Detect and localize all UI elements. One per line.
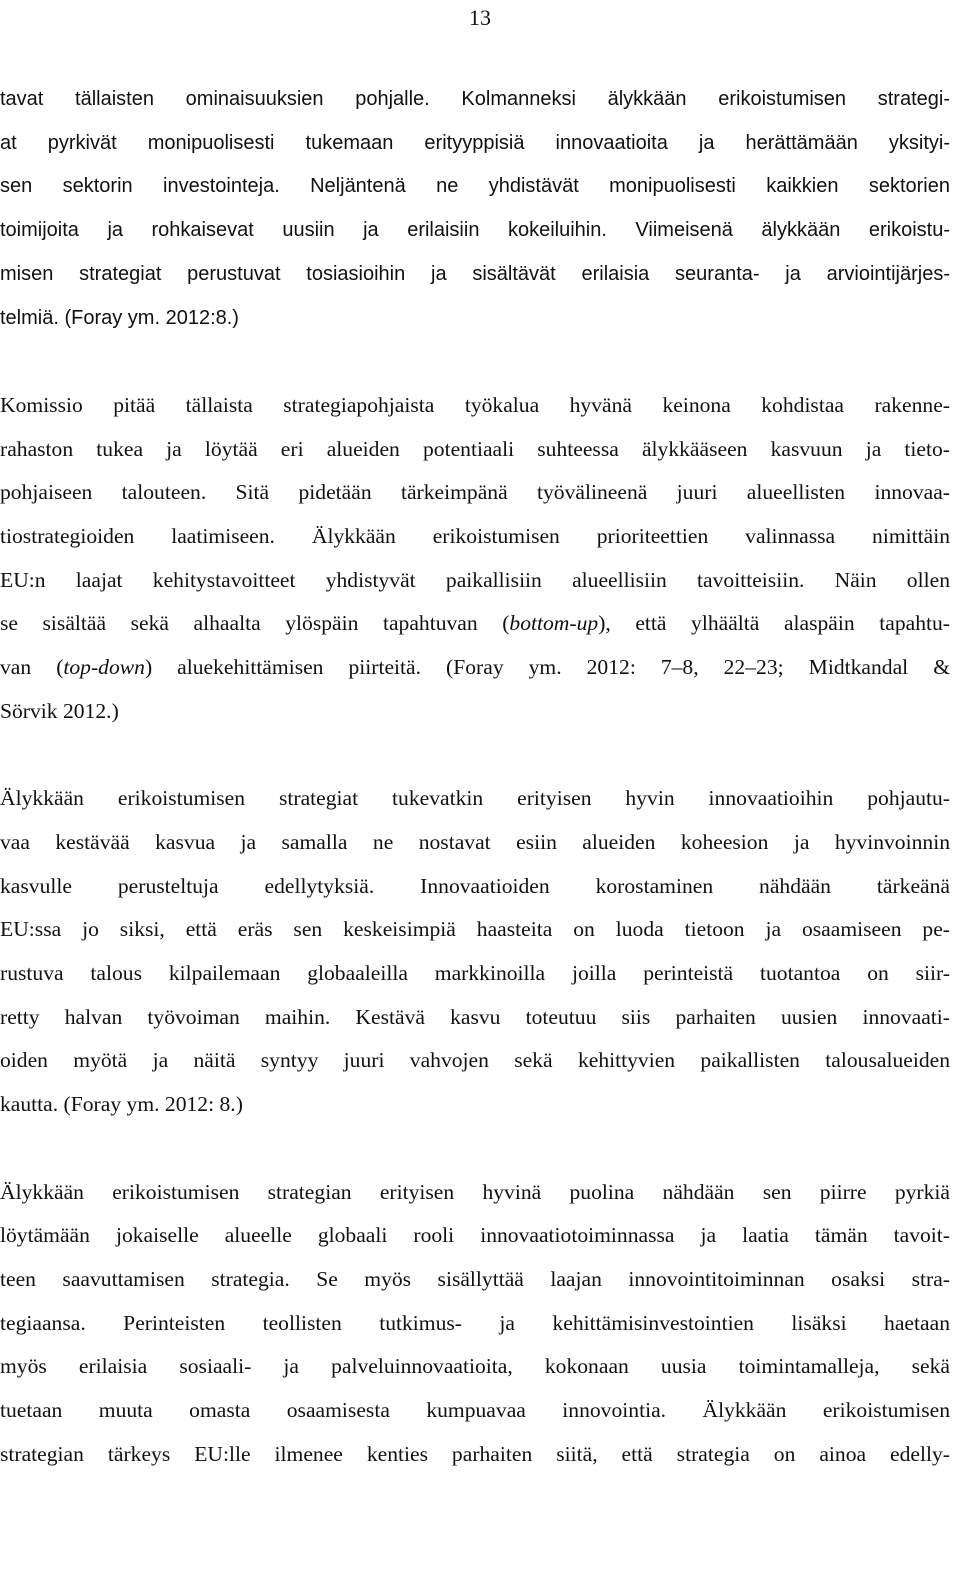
text-line: pohjaiseen talouteen. Sitä pidetään tärkeimpänä työvälineenä juuri alueellisten innovaa- bbox=[0, 480, 950, 505]
text-line: sen sektorin investointeja. Neljäntenä ne yhdistävät monipuolisesti kaikkien sektorien bbox=[0, 175, 950, 198]
text-line: retty halvan työvoiman maihin. Kestävä kasvu toteutuu siis parhaiten uusien innovaati- bbox=[0, 1004, 950, 1029]
emphasis-term: top-down bbox=[63, 655, 145, 680]
paragraph-gap bbox=[0, 734, 950, 778]
text-segment: se sisältää sekä alhaalta ylöspäin tapahtuvan ( bbox=[0, 611, 510, 636]
paragraph-gap bbox=[0, 340, 950, 384]
text-line: kasvulle perusteltuja edellytyksiä. Innovaatioiden korostaminen nähdään tärkeänä bbox=[0, 873, 950, 898]
text-line: at pyrkivät monipuolisesti tukemaan erityyppisiä innovaatioita ja herättämään yksityi- bbox=[0, 131, 950, 154]
paragraph-gap bbox=[0, 1127, 950, 1171]
text-line: tuetaan muuta omasta osaamisesta kumpuavaa innovointia. Älykkään erikoistumisen bbox=[0, 1398, 950, 1423]
text-line: myös erilaisia sosiaali- ja palveluinnovaatioita, kokonaan uusia toimintamalleja, sekä bbox=[0, 1354, 950, 1379]
text-line: kautta. (Foray ym. 2012: 8.) bbox=[0, 1092, 243, 1117]
paragraph-2 bbox=[0, 384, 950, 734]
text-line: Älykkään erikoistumisen strategian erityisen hyvinä puolina nähdään sen piirre pyrkiä bbox=[0, 1179, 950, 1204]
text-line: Älykkään erikoistumisen strategiat tukevatkin erityisen hyvin innovaatioihin pohjautu- bbox=[0, 786, 950, 811]
text-line: tiostrategioiden laatimiseen. Älykkään erikoistumisen prioriteettien valinnassa nimittäin bbox=[0, 524, 950, 549]
document-body bbox=[0, 78, 950, 1476]
text-line: rustuva talous kilpailemaan globaaleilla markkinoilla joilla perinteistä tuotantoa on siir- bbox=[0, 961, 950, 986]
text-line: rahaston tukea ja löytää eri alueiden potentiaali suhteessa älykkääseen kasvuun ja tieto- bbox=[0, 436, 950, 461]
text-line: löytämään jokaiselle alueelle globaali rooli innovaatiotoiminnassa ja laatia tämän tavoit- bbox=[0, 1223, 950, 1248]
text-line: tegiaansa. Perinteisten teollisten tutkimus- ja kehittämisinvestointien lisäksi haetaan bbox=[0, 1310, 950, 1335]
text-line: strategian tärkeys EU:lle ilmenee kenties parhaiten siitä, että strategia on ainoa edelly- bbox=[0, 1441, 950, 1466]
text-segment: van ( bbox=[0, 655, 64, 680]
text-line: Komissio pitää tällaista strategiapohjaista työkalua hyvänä keinona kohdistaa rakenne- bbox=[0, 392, 950, 417]
text-line: toimijoita ja rohkaisevat uusiin ja erilaisiin kokeiluihin. Viimeisenä älykkään erikoistu- bbox=[0, 219, 950, 242]
text-line: EU:ssa jo siksi, että eräs sen keskeisimpiä haasteita on luoda tietoon ja osaamiseen pe- bbox=[0, 917, 950, 942]
text-line: oiden myötä ja näitä syntyy juuri vahvojen sekä kehittyvien paikallisten talousalueiden bbox=[0, 1048, 950, 1073]
text-line: teen saavuttamisen strategia. Se myös sisällyttää laajan innovointitoiminnan osaksi stra- bbox=[0, 1266, 950, 1291]
paragraph-4 bbox=[0, 1171, 950, 1477]
text-segment: ) aluekehittämisen piirteitä. (Foray ym. 2012: 7–8, 22–23; Midtkandal & bbox=[144, 655, 950, 680]
text-line: Sörvik 2012.) bbox=[0, 698, 119, 723]
page-number: 13 bbox=[469, 5, 491, 30]
text-segment: ), että ylhäältä alaspäin tapahtu- bbox=[598, 611, 950, 636]
paragraph-3 bbox=[0, 777, 950, 1127]
text-line-with-emphasis bbox=[0, 602, 950, 646]
text-line: EU:n laajat kehitystavoitteet yhdistyvät paikallisiin alueellisiin tavoitteisiin. Näin ollen bbox=[0, 567, 950, 592]
text-line: misen strategiat perustuvat tosiasioihin ja sisältävät erilaisia seuranta- ja arviointijärjes- bbox=[0, 262, 950, 285]
text-line: vaa kestävää kasvua ja samalla ne nostavat esiin alueiden koheesion ja hyvinvoinnin bbox=[0, 829, 950, 854]
paragraph-1 bbox=[0, 78, 950, 340]
emphasis-term: bottom-up bbox=[509, 611, 599, 636]
text-line: tavat tällaisten ominaisuuksien pohjalle. Kolmanneksi älykkään erikoistumisen strategi- bbox=[0, 88, 950, 110]
text-line-with-emphasis bbox=[0, 646, 950, 690]
text-line: telmiä. (Foray ym. 2012:8.) bbox=[0, 306, 239, 329]
